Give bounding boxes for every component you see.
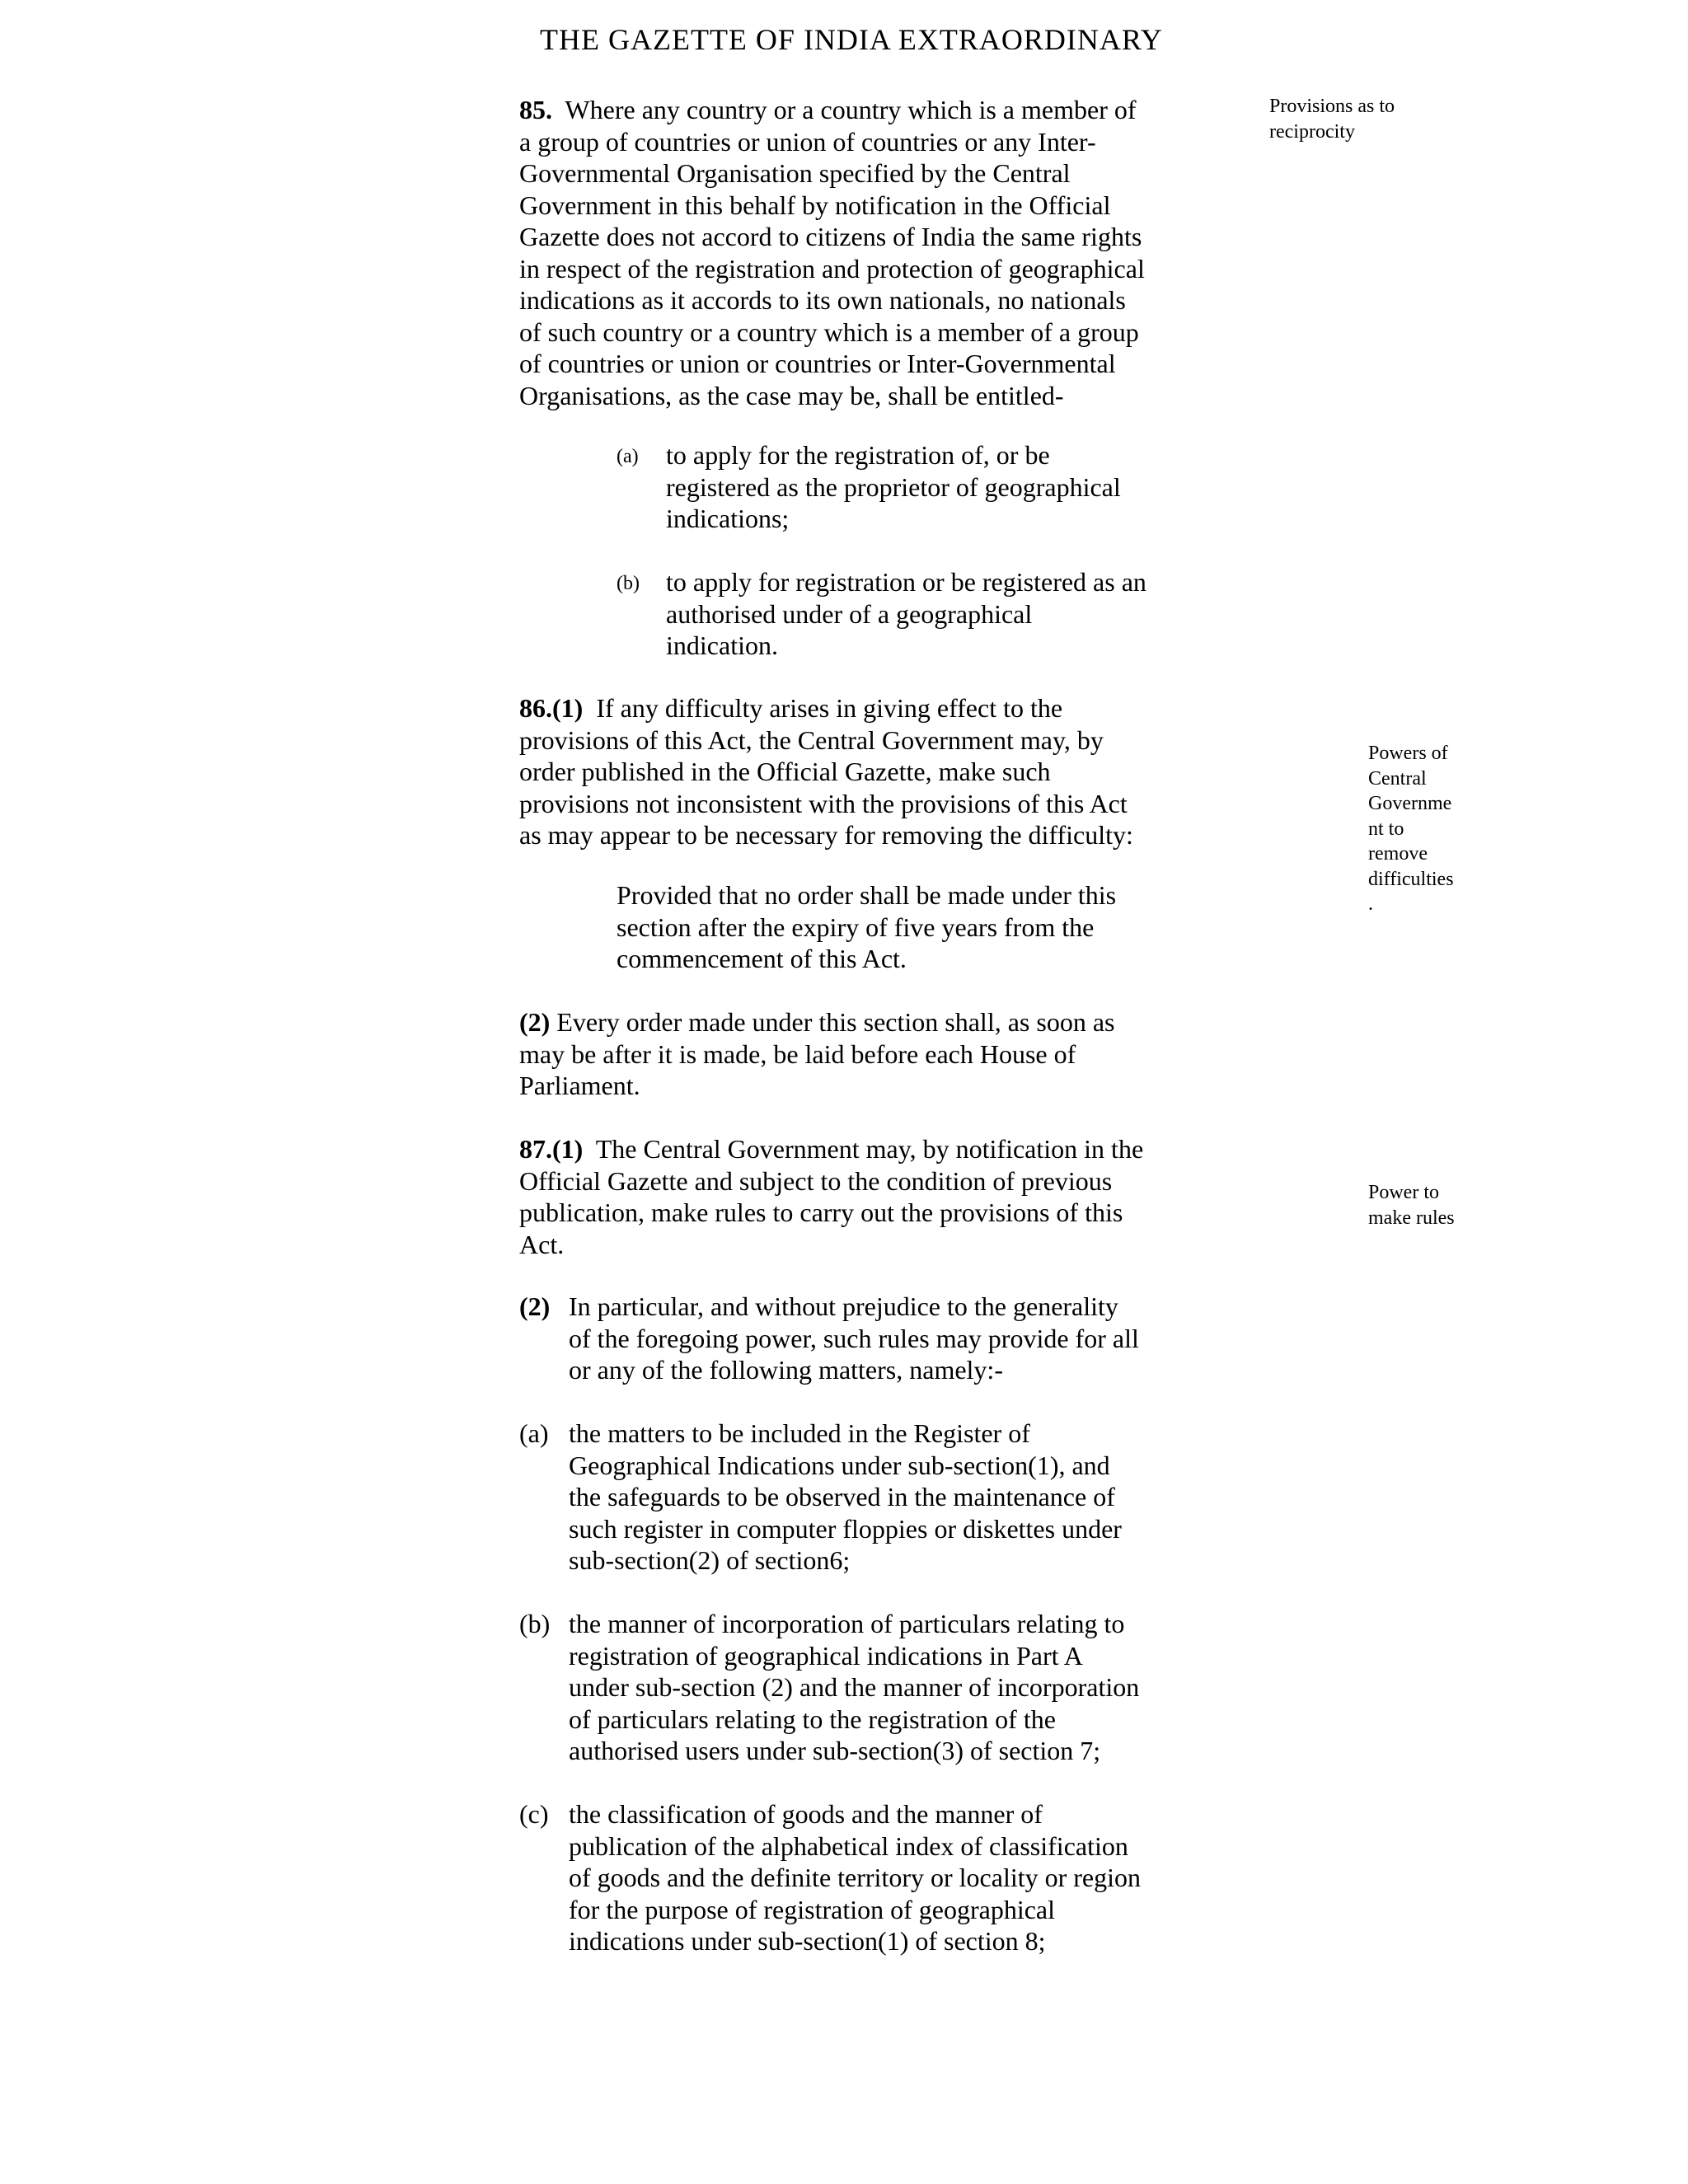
section-87-number: 87.(1) xyxy=(519,1134,584,1164)
section-87: 87.(1) The Central Government may, by notification in the Official Gazette and subject to the condition of previous publication, make rules to carry out the provisions of this Act. xyxy=(519,1133,1179,1260)
section-86-number: 86.(1) xyxy=(519,693,584,723)
section-87-item-a-label: (a) xyxy=(519,1418,549,1448)
section-87-item-b: the manner of incorporation of particulars relating to registration of geographical indications in Part A under sub-section (2) and the manner of incorporation of particulars relating to the registration of the authorised users under sub-section(3) of section 7; xyxy=(569,1609,1140,1765)
section-87-line-0: 87.(1) The Central Government may, by notification in the xyxy=(519,1134,1144,1164)
section-86-sub2-number: (2) xyxy=(519,1007,551,1037)
section-87-item-b-label: (b) xyxy=(519,1609,551,1638)
section-85-line-4: Gazette does not accord to citizens of India the same rights xyxy=(519,222,1142,251)
section-85-clause-b-label: (b) xyxy=(617,573,640,594)
section-87-subsection-2: In particular, and without prejudice to the generality of the foregoing power, such rules may provide for all or any of the following matters, namely:- xyxy=(569,1291,1139,1385)
section-85 xyxy=(519,94,1179,411)
section-85-line-8: of countries or union or countries or Inter-Governmental xyxy=(519,349,1116,378)
section-86-proviso: Provided that no order shall be made under this section after the expiry of five years from the commencement of this Act. xyxy=(617,880,1117,973)
section-87-sub2-label: (2) xyxy=(519,1291,551,1321)
section-85-line-9: Organisations, as the case may be, shall be entitled- xyxy=(519,380,1064,410)
section-85-clause-a: to apply for the registration of, or be registered as the proprietor of geographical indications; xyxy=(666,440,1121,533)
section-85-line-6: indications as it accords to its own nationals, no nationals xyxy=(519,285,1126,315)
section-86-line-0: 86.(1) If any difficulty arises in giving effect to the xyxy=(519,693,1063,723)
section-85-clause-a-label: (a) xyxy=(617,446,639,467)
section-85-line-3: Government in this behalf by notification in the Official xyxy=(519,190,1111,220)
section-85-line-2: Governmental Organisation specified by the Central xyxy=(519,158,1071,188)
section-86: 86.(1) If any difficulty arises in giving effect to the provisions of this Act, the Central Government may, by order published in the Official Gazette, make such provisions not inconsistent with the provisions of this Act as may appear to be necessary for removing the difficulty: xyxy=(519,692,1179,851)
section-86-marginal-note: Powers of Central Governme nt to remove difficulties . xyxy=(1368,743,1454,915)
section-85-line-0: 85. Where any country or a country which is a member of xyxy=(519,95,1137,124)
section-87-item-c: the classification of goods and the manner of publication of the alphabetical index of classification of goods and the definite territory or locality or region for the purpose of registration of geographical indications under sub-section(1) of section 8; xyxy=(569,1799,1142,1956)
section-85-line-1: a group of countries or union of countries or any Inter- xyxy=(519,126,1096,157)
running-header: THE GAZETTE OF INDIA EXTRAORDINARY xyxy=(540,23,1163,49)
section-85-number: 85. xyxy=(519,95,552,124)
section-87-marginal-note: Power to make rules xyxy=(1368,1182,1455,1229)
header-clip xyxy=(0,0,1688,49)
section-86-subsection-2: (2) Every order made under this section shall, as soon as may be after it is made, be laid before each House of Parliament. xyxy=(519,1007,1115,1100)
section-85-clause-b: to apply for registration or be registered as an authorised under of a geographical indication. xyxy=(666,567,1146,660)
section-85-marginal-note: Provisions as to reciprocity xyxy=(1269,96,1395,143)
section-85-line-7: of such country or a country which is a member of a group xyxy=(519,316,1139,347)
section-87-item-c-label: (c) xyxy=(519,1799,549,1829)
section-87-item-a: the matters to be included in the Register of Geographical Indications under sub-section(1), and the safeguards to be observed in the maintenance of such register in computer floppies or diskettes under sub-section(2) of section6; xyxy=(569,1418,1122,1575)
section-85-line-5: in respect of the registration and protection of geographical xyxy=(519,253,1145,284)
